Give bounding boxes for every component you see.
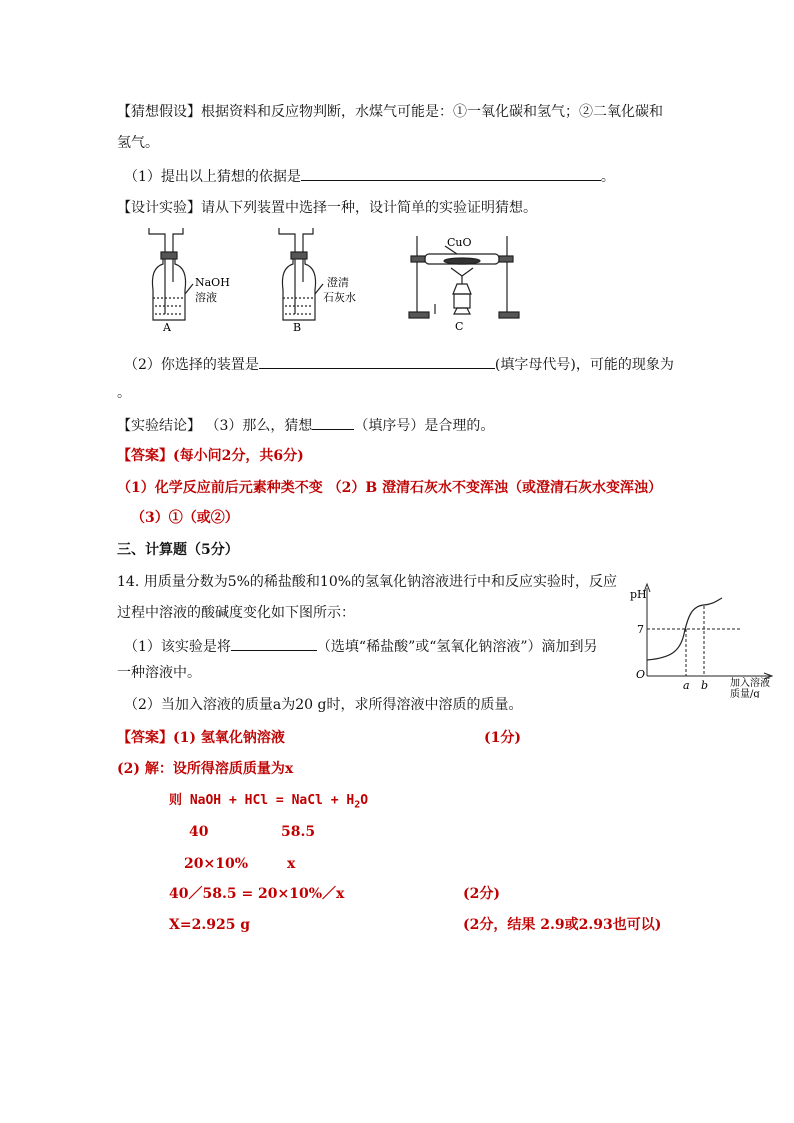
chemical-equation (169, 792, 368, 815)
a-label: a (683, 679, 690, 692)
x-axis-label-2: 质量/g (730, 689, 760, 698)
label-a: A (163, 321, 171, 334)
answer-2-head: 【答案】(1) 氢氧化钠溶液 (117, 730, 285, 746)
bottle-a-label-1: NaOH (195, 276, 230, 289)
value-1: 20×10% (184, 856, 248, 872)
answer-1-line-1: （1）化学反应前后元素种类不变 （2）B 澄清石灰水不变浑浊（或澄清石灰水变浑浊） (117, 480, 663, 496)
question-2-suffix: (填字母代号)，可能的现象为 (494, 357, 674, 373)
equation-suffix: O (360, 793, 369, 808)
answer-1-head: 【答案】(每小问2分，共6分) (117, 448, 304, 464)
molar-mass-2: 58.5 (281, 824, 316, 840)
q14-line-1: 14. 用质量分数为5%的稀盐酸和10%的氢氧化钠溶液进行中和反应实验时，反应 (117, 574, 618, 590)
answer-blank-1[interactable] (301, 166, 601, 181)
cuo-label: CuO (447, 236, 472, 249)
ratio-score: (2分) (463, 886, 500, 902)
label-c: C (455, 320, 464, 333)
question-2 (124, 354, 674, 374)
question-1-end: 。 (600, 169, 615, 185)
answer-blank-2[interactable] (259, 354, 495, 369)
ratio-line: 40／58.5 = 20×10%／x (169, 886, 345, 902)
q14-part-1-line-2: 一种溶液中。 (117, 665, 201, 681)
b-label: b (701, 679, 709, 692)
answer-2-head-score: (1分) (484, 730, 521, 746)
x-axis-label-1: 加入溶液 (730, 678, 770, 689)
guess-line-2: 氢气。 (117, 135, 159, 151)
section-3-title: 三、计算题（5分） (117, 542, 239, 558)
equation-sub: 2 (354, 799, 361, 811)
result-line: X=2.925 g (169, 917, 251, 933)
question-2-text: （2）你选择的装置是 (124, 357, 259, 373)
origin-label: O (636, 668, 646, 681)
answer-blank-4[interactable] (231, 636, 317, 651)
conclusion-suffix: （填序号）是合理的。 (354, 418, 495, 434)
q14-part-1-suffix: （选填“稀盐酸”或“氢氧化钠溶液”）滴加到另 (316, 639, 598, 655)
conclusion-text: 【实验结论】 （3）那么，猜想 (117, 418, 313, 434)
equation-prefix: 则 NaOH + HCl = NaCl + H (169, 793, 355, 808)
bottle-b-label-2: 石灰水 (323, 291, 356, 304)
q14-line-2: 过程中溶液的酸碱度变化如下图所示： (117, 605, 355, 621)
y-axis-label: pH (630, 588, 647, 601)
experiment-conclusion (117, 415, 494, 435)
design-experiment: 【设计实验】请从下列装置中选择一种，设计简单的实验证明猜想。 (117, 200, 537, 216)
question-1 (124, 166, 615, 186)
answer-1-line-2: （3）①（或②） (131, 510, 239, 526)
bottle-a-label-2: 溶液 (195, 291, 217, 304)
label-b: B (293, 321, 302, 334)
apparatus-figure (135, 228, 525, 334)
ph-graph (630, 578, 780, 698)
molar-mass-1: 40 (189, 824, 209, 840)
ph-7-label: 7 (637, 623, 644, 636)
solution-line: (2) 解：设所得溶质质量为x (117, 761, 294, 777)
question-1-text: （1）提出以上猜想的依据是 (124, 169, 301, 185)
q14-part-2: （2）当加入溶液的质量a为20 g时，求所得溶液中溶质的质量。 (124, 697, 523, 713)
q14-part-1 (124, 636, 598, 656)
bottle-b-label-1: 澄清 (327, 276, 349, 289)
value-2: x (287, 856, 296, 872)
q14-part-1-text: （1）该实验是将 (124, 639, 231, 655)
guess-line-1: 【猜想假设】根据资料和反应物判断，水煤气可能是：①一氧化碳和氢气；②二氧化碳和 (117, 104, 663, 120)
question-2-line-2: 。 (117, 385, 131, 401)
bottle-b (279, 228, 323, 320)
bottle-a (149, 228, 193, 320)
result-score: (2分，结果 2.9或2.93也可以) (463, 917, 662, 933)
answer-blank-3[interactable] (312, 415, 354, 430)
